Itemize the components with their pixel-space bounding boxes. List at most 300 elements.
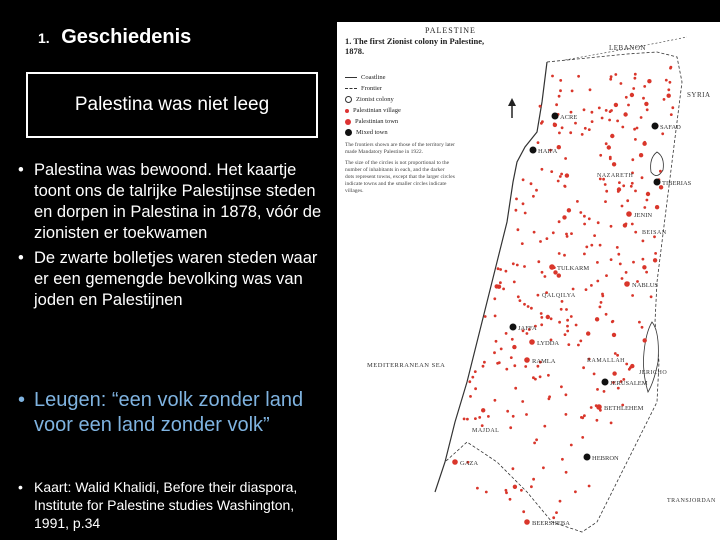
village-dot — [537, 141, 540, 144]
village-dot — [610, 258, 613, 261]
village-dot — [552, 516, 555, 519]
source-text: Kaart: Walid Khalidi, Before their diaspora, Institute for Palestine studies Washington, 1991, p.34 — [34, 479, 298, 531]
village-dot — [539, 375, 542, 378]
village-dot — [524, 212, 527, 215]
village-dot — [596, 419, 599, 422]
village-dot — [655, 205, 659, 209]
village-dot — [570, 232, 573, 235]
village-dot — [566, 325, 569, 328]
village-dot — [571, 90, 574, 93]
mixed-town-dot — [530, 147, 537, 154]
village-dot — [506, 410, 509, 413]
village-dot — [605, 313, 608, 316]
legend-label: Palestinian town — [355, 118, 399, 125]
map-caption-title: 1. The first Zionist colony in Palestine, 1878. — [345, 36, 485, 56]
mixed-town-dot — [552, 113, 559, 120]
village-dot — [537, 294, 540, 297]
village-dot — [532, 195, 535, 198]
map-note: The size of the circles is not proportional to the number of inhabitants in each, and the darker dots represent towns, except that the larger circles indicate towns and the smaller circles indicate villages. — [345, 160, 455, 194]
section-number: 1. — [38, 30, 50, 46]
village-dot — [605, 190, 608, 193]
village-dot — [617, 187, 621, 191]
village-dot — [646, 192, 650, 196]
village-dot — [619, 263, 622, 266]
village-dot — [574, 122, 577, 125]
village-dot — [565, 233, 568, 236]
town-label-bethlehem: BETHLEHEM — [604, 405, 644, 412]
bullet-list — [14, 160, 324, 315]
town-label-jaffa: JAFFA — [518, 325, 537, 332]
village-dot — [484, 315, 487, 318]
village-dot — [493, 351, 496, 354]
village-dot — [644, 102, 648, 106]
village-dot — [565, 393, 568, 396]
village-dot — [614, 103, 618, 107]
village-dot — [604, 200, 607, 203]
village-dot — [522, 510, 525, 513]
village-dot — [513, 281, 516, 284]
legend-row — [345, 105, 495, 116]
village-dot — [548, 397, 551, 400]
mixed-town-dot — [510, 324, 517, 331]
legend-label: Palestinian village — [353, 107, 401, 114]
village-dot — [559, 175, 562, 178]
legend-label: Coastline — [361, 74, 386, 81]
village-dot — [585, 288, 588, 291]
village-dot — [560, 173, 563, 176]
village-dot — [494, 399, 497, 402]
village-dot — [565, 173, 569, 177]
village-dot — [608, 119, 611, 122]
village-dot — [642, 97, 645, 100]
village-dot — [513, 364, 516, 367]
village-dot — [669, 81, 672, 84]
village-dot — [539, 105, 542, 108]
village-dot — [516, 264, 519, 267]
source-bullet — [14, 478, 324, 532]
village-dot — [559, 79, 562, 82]
region-label-jordan: TRANSJORDAN — [667, 498, 716, 504]
village-dot — [572, 288, 575, 291]
village-dot — [474, 417, 477, 420]
village-dot — [514, 387, 517, 390]
map-header: PALESTINE — [425, 26, 476, 35]
village-dot — [546, 237, 549, 240]
village-dot — [565, 413, 568, 416]
village-dot — [665, 79, 668, 82]
village-dot — [522, 178, 525, 181]
village-dot — [640, 116, 643, 119]
village-dot — [609, 78, 612, 81]
village-dot — [517, 295, 520, 298]
village-dot — [543, 425, 546, 428]
village-dot — [625, 223, 628, 226]
village-dot — [584, 127, 587, 130]
village-dot — [625, 363, 628, 366]
village-dot — [474, 387, 477, 390]
village-dot — [622, 184, 625, 187]
village-dot — [593, 234, 596, 237]
village-dot — [610, 134, 614, 138]
village-dot — [630, 185, 633, 188]
town-dot — [452, 459, 458, 465]
mixed-town-dot — [654, 179, 661, 186]
legend-row — [345, 127, 495, 138]
village-dot — [588, 128, 591, 131]
village-dot — [609, 156, 612, 159]
village-dot — [511, 338, 514, 341]
village-dot — [599, 306, 602, 309]
village-dot — [591, 111, 594, 114]
village-dot — [566, 330, 569, 333]
village-dot — [617, 387, 620, 390]
region-label-sea: MEDITERRANEAN SEA — [367, 362, 446, 369]
village-dot — [509, 498, 512, 501]
village-dot — [509, 426, 512, 429]
town-label-lydda: LYDDA — [537, 340, 560, 347]
village-dot — [618, 181, 621, 184]
village-dot — [601, 117, 604, 120]
village-dot — [512, 262, 515, 265]
village-dot — [481, 424, 484, 427]
village-dot — [598, 107, 601, 110]
village-dot — [487, 415, 490, 418]
village-dot — [579, 211, 582, 214]
village-dot — [478, 416, 481, 419]
village-dot — [564, 157, 567, 160]
village-dot — [523, 303, 526, 306]
village-dot — [553, 123, 557, 127]
village-dot — [494, 315, 497, 318]
village-dot — [512, 467, 515, 470]
village-dot — [588, 485, 591, 488]
legend-row — [345, 83, 495, 94]
village-dot — [597, 221, 600, 224]
mixed-town-dot — [652, 123, 659, 130]
village-dot — [540, 323, 543, 326]
village-dot — [521, 400, 524, 403]
village-dot — [631, 223, 634, 226]
slide-title — [38, 26, 191, 49]
village-dot — [502, 288, 505, 291]
village-dot — [558, 252, 561, 255]
village-dot — [532, 376, 535, 379]
map-caption — [345, 36, 485, 56]
village-dot — [577, 344, 580, 347]
village-dot — [561, 300, 564, 303]
village-dot — [617, 253, 620, 256]
village-dot — [642, 265, 646, 269]
town-dot — [626, 211, 632, 217]
village-dot — [576, 200, 579, 203]
highlight-text: Leugen: “een volk zonder land voor een land zonder volk” — [34, 389, 304, 436]
village-dot — [505, 270, 508, 273]
village-dot — [564, 333, 567, 336]
village-dot — [505, 491, 508, 494]
village-dot — [566, 319, 569, 322]
region-label-syria: SYRIA — [687, 91, 711, 99]
village-dot — [557, 273, 561, 277]
bullet-dot-icon: • — [18, 479, 23, 495]
town-label-gaza: GAZA — [460, 460, 479, 467]
map-note: The frontiers shown are those of the territory later made Mandatory Palestine in 1922. — [345, 142, 455, 155]
village-dot — [569, 131, 572, 134]
village-dot — [570, 315, 573, 318]
town-label-ramla: RAMLA — [532, 358, 556, 365]
village-dot — [517, 228, 520, 231]
village-dot — [515, 198, 518, 201]
village-dot — [599, 154, 602, 157]
town-dot — [624, 281, 630, 287]
village-dot — [493, 297, 496, 300]
village-dot — [612, 162, 616, 166]
village-dot — [575, 324, 578, 327]
subtitle-text: Palestina was niet leeg — [74, 94, 270, 115]
village-dot — [520, 489, 523, 492]
village-dot — [621, 277, 624, 280]
village-dot — [566, 235, 569, 238]
village-dot — [550, 170, 553, 173]
village-dot — [581, 133, 584, 136]
village-dot — [647, 79, 651, 83]
village-dot — [670, 113, 673, 116]
village-dot — [590, 406, 593, 409]
village-dot — [643, 338, 647, 342]
village-dot — [596, 261, 599, 264]
legend-row — [345, 72, 495, 83]
village-dot — [523, 265, 526, 268]
village-dot — [610, 422, 613, 425]
village-dot — [526, 332, 529, 335]
village-dot — [495, 284, 499, 288]
village-dot — [670, 66, 673, 69]
village-dot — [535, 438, 538, 441]
village-dot — [653, 258, 657, 262]
village-dot — [497, 267, 500, 270]
village-dot — [546, 315, 550, 319]
village-dot — [533, 442, 536, 445]
village-dot — [605, 142, 608, 145]
village-dot — [537, 260, 540, 263]
village-dot — [563, 254, 566, 257]
village-dot — [558, 132, 561, 135]
village-dot — [558, 321, 561, 324]
bullet-dot-icon: • — [18, 389, 26, 411]
village-dot — [639, 153, 643, 157]
village-symbol-icon — [345, 109, 349, 113]
village-dot — [623, 112, 627, 116]
bullet-dot-icon: • — [18, 161, 24, 179]
village-dot — [530, 485, 533, 488]
village-dot — [614, 352, 617, 355]
village-dot — [634, 190, 637, 193]
village-dot — [595, 317, 599, 321]
legend-label: Zionist colony — [356, 96, 394, 103]
village-dot — [469, 395, 472, 398]
village-dot — [485, 491, 488, 494]
village-dot — [628, 368, 631, 371]
village-dot — [616, 120, 619, 123]
town-label-jerusalem: JERUSALEM — [610, 380, 648, 387]
village-dot — [593, 373, 596, 376]
village-dot — [555, 511, 558, 514]
village-dot — [625, 96, 628, 99]
town-dot — [524, 519, 530, 525]
village-dot — [495, 340, 498, 343]
bullet-dot-icon: • — [18, 249, 24, 267]
village-dot — [646, 108, 649, 111]
village-dot — [586, 331, 590, 335]
village-dot — [555, 103, 558, 106]
village-dot — [537, 365, 540, 368]
town-dot — [549, 264, 555, 270]
subtitle-box — [26, 72, 318, 138]
village-dot — [654, 252, 657, 255]
mixed-town-dot — [602, 379, 609, 386]
village-dot — [643, 85, 646, 88]
village-dot — [577, 75, 580, 78]
bullet-text: De zwarte bolletjes waren steden waar er een gemengde bevolking was van joden en Palestijnen — [34, 249, 318, 309]
village-dot — [505, 368, 508, 371]
village-dot — [496, 362, 499, 365]
village-dot — [499, 281, 502, 284]
bullet-item — [14, 248, 324, 311]
village-dot — [582, 366, 585, 369]
village-dot — [540, 312, 543, 315]
region-label-jericho: JERICHO — [639, 370, 668, 376]
village-dot — [607, 145, 611, 149]
village-dot — [561, 126, 564, 129]
village-dot — [560, 385, 563, 388]
village-dot — [532, 478, 535, 481]
town-label-jenin: JENIN — [634, 212, 653, 219]
town-label-hebron: HEBRON — [592, 455, 619, 462]
village-dot — [638, 321, 641, 324]
village-dot — [612, 333, 616, 337]
village-dot — [591, 120, 594, 123]
village-dot — [600, 301, 603, 304]
village-dot — [605, 274, 608, 277]
village-dot — [603, 390, 606, 393]
village-dot — [519, 299, 522, 302]
village-dot — [541, 271, 544, 274]
town-label-nablus: NABLUS — [632, 282, 659, 289]
village-dot — [583, 414, 586, 417]
village-dot — [667, 88, 670, 91]
village-dot — [499, 268, 502, 271]
village-dot — [667, 94, 671, 98]
village-dot — [643, 141, 646, 144]
village-dot — [601, 295, 604, 298]
village-dot — [565, 308, 568, 311]
village-dot — [641, 176, 644, 179]
village-dot — [596, 388, 599, 391]
village-dot — [642, 240, 645, 243]
village-dot — [616, 246, 619, 249]
village-dot — [542, 466, 545, 469]
village-dot — [550, 317, 553, 320]
village-dot — [634, 73, 637, 76]
village-dot — [505, 332, 508, 335]
village-dot — [625, 271, 628, 274]
village-dot — [583, 223, 586, 226]
village-dot — [643, 206, 646, 209]
region-label-ramallah: RAMALLAH — [587, 358, 625, 364]
village-dot — [541, 168, 544, 171]
legend-label: Mixed town — [356, 129, 388, 136]
village-dot — [505, 489, 508, 492]
village-dot — [646, 199, 649, 202]
village-dot — [530, 307, 533, 310]
village-dot — [512, 345, 516, 349]
map-image — [337, 22, 720, 540]
village-dot — [588, 217, 591, 220]
village-dot — [522, 202, 525, 205]
village-dot — [632, 87, 635, 90]
village-dot — [581, 436, 584, 439]
village-dot — [636, 127, 639, 130]
legend-label: Frontier — [361, 85, 382, 92]
town-label-beersheba: BEERSHEBA — [532, 520, 570, 527]
village-dot — [565, 471, 568, 474]
village-dot — [583, 215, 586, 218]
village-dot — [590, 284, 593, 287]
village-dot — [481, 408, 485, 412]
north-arrow-icon — [508, 98, 516, 118]
village-dot — [579, 340, 582, 343]
colony-symbol-icon — [345, 96, 352, 103]
village-dot — [535, 189, 538, 192]
village-dot — [560, 308, 563, 311]
village-dot — [580, 416, 583, 419]
village-dot — [521, 242, 524, 245]
village-dot — [533, 231, 536, 234]
village-dot — [631, 158, 634, 161]
village-dot — [650, 295, 653, 298]
village-dot — [663, 98, 666, 101]
village-dot — [524, 365, 527, 368]
village-dot — [610, 109, 613, 112]
frontier-symbol-icon — [345, 88, 357, 89]
town-dot — [524, 357, 530, 363]
village-dot — [539, 240, 542, 243]
village-dot — [540, 316, 543, 319]
village-dot — [620, 82, 623, 85]
village-dot — [605, 109, 608, 112]
map-legend — [345, 72, 495, 138]
village-dot — [627, 104, 630, 107]
town-label-tiberias: TIBERIAS — [662, 180, 692, 187]
village-dot — [567, 343, 570, 346]
mixed-town-symbol-icon — [345, 129, 352, 136]
village-dot — [468, 380, 471, 383]
village-dot — [626, 199, 629, 202]
village-dot — [621, 126, 624, 129]
highlight-bullet — [14, 388, 324, 438]
village-dot — [544, 275, 547, 278]
village-dot — [671, 106, 674, 109]
village-dot — [557, 180, 560, 183]
village-dot — [512, 415, 515, 418]
village-dot — [631, 182, 634, 185]
village-dot — [482, 365, 485, 368]
village-dot — [641, 326, 644, 329]
region-label-qalqilya: QALQILYA — [542, 293, 576, 299]
village-dot — [632, 261, 635, 264]
village-dot — [527, 305, 530, 308]
village-dot — [463, 418, 466, 421]
village-dot — [570, 444, 573, 447]
